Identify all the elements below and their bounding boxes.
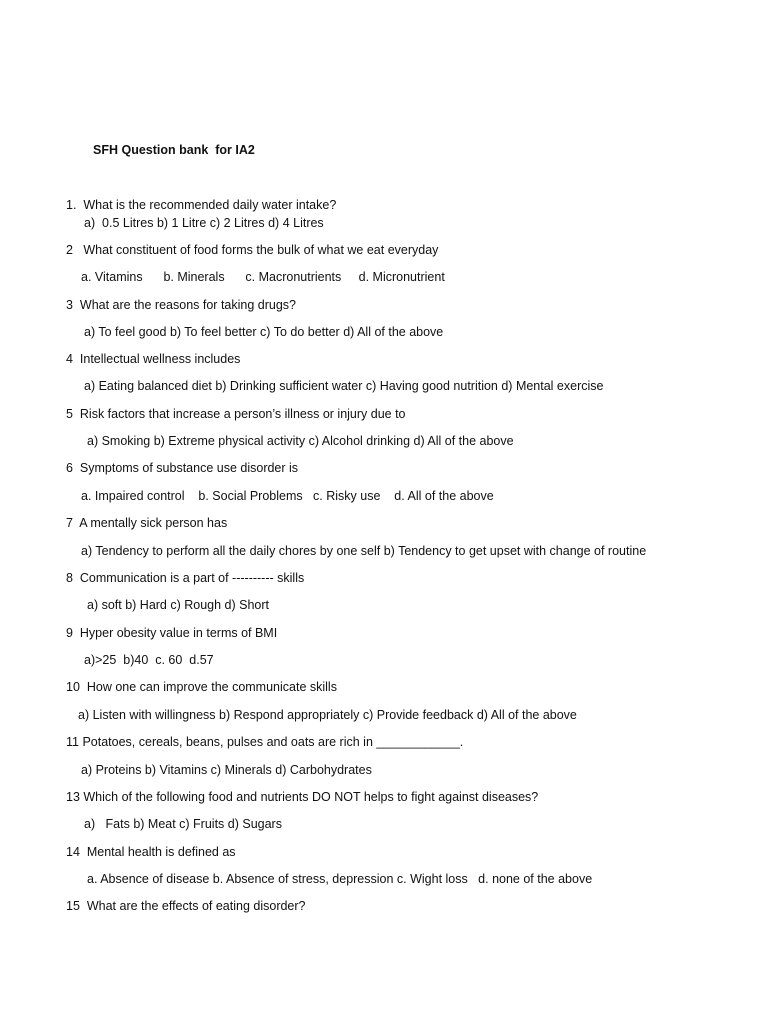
answer-options-13: a) Fats b) Meat c) Fruits d) Sugars (84, 817, 282, 831)
question-9: 9 Hyper obesity value in terms of BMI (66, 626, 278, 640)
question-8: 8 Communication is a part of ---------- skills (66, 571, 305, 585)
question-14: 14 Mental health is defined as (66, 845, 236, 859)
question-1: 1. What is the recommended daily water intake? (66, 198, 337, 212)
answer-options-4: a) Eating balanced diet b) Drinking sufficient water c) Having good nutrition d) Mental exercise (84, 379, 604, 393)
question-13: 13 Which of the following food and nutrients DO NOT helps to fight against diseases? (66, 790, 539, 804)
answer-options-2: a. Vitamins b. Minerals c. Macronutrients d. Micronutrient (81, 270, 445, 284)
question-7: 7 A mentally sick person has (66, 516, 228, 530)
question-6: 6 Symptoms of substance use disorder is (66, 461, 299, 475)
answer-options-10: a) Listen with willingness b) Respond appropriately c) Provide feedback d) All of the above (78, 708, 577, 722)
question-15: 15 What are the effects of eating disorder? (66, 899, 306, 913)
answer-options-11: a) Proteins b) Vitamins c) Minerals d) Carbohydrates (81, 763, 372, 777)
answer-options-8: a) soft b) Hard c) Rough d) Short (87, 598, 270, 612)
question-2: 2 What constituent of food forms the bulk of what we eat everyday (66, 243, 439, 257)
answer-options-3: a) To feel good b) To feel better c) To do better d) All of the above (84, 325, 444, 339)
answer-options-5: a) Smoking b) Extreme physical activity c) Alcohol drinking d) All of the above (87, 434, 514, 448)
question-10: 10 How one can improve the communicate skills (66, 680, 337, 694)
answer-options-1: a) 0.5 Litres b) 1 Litre c) 2 Litres d) 4 Litres (84, 216, 324, 230)
question-11: 11 Potatoes, cereals, beans, pulses and oats are rich in ____________. (66, 735, 464, 749)
answer-options-14: a. Absence of disease b. Absence of stress, depression c. Wight loss d. none of the above (87, 872, 593, 886)
question-5: 5 Risk factors that increase a person’s illness or injury due to (66, 407, 406, 421)
answer-options-6: a. Impaired control b. Social Problems c. Risky use d. All of the above (81, 489, 494, 503)
answer-options-7: a) Tendency to perform all the daily chores by one self b) Tendency to get upset with change of routine (81, 544, 647, 558)
question-4: 4 Intellectual wellness includes (66, 352, 241, 366)
answer-options-9: a)>25 b)40 c. 60 d.57 (84, 653, 214, 667)
question-3: 3 What are the reasons for taking drugs? (66, 298, 296, 312)
document-title: SFH Question bank for IA2 (93, 143, 255, 157)
